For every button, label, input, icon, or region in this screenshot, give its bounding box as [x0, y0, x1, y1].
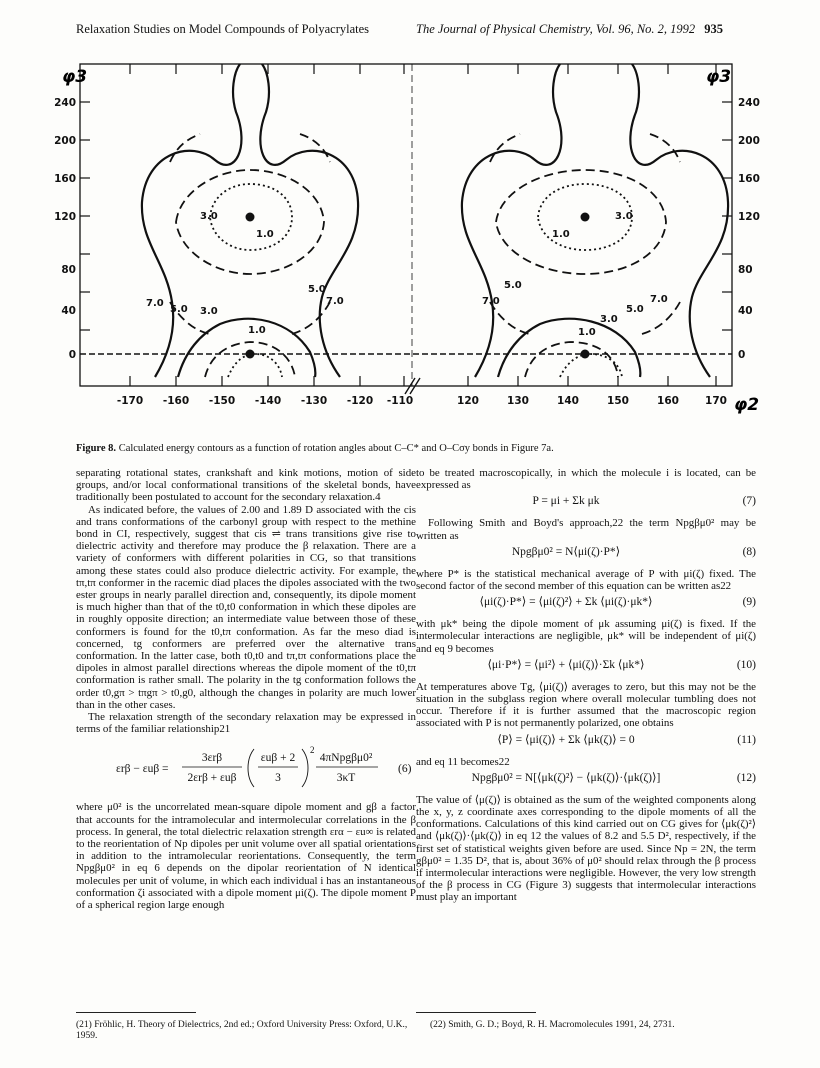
x-tick-170: 170	[705, 395, 727, 407]
left-dashed-contours	[170, 134, 330, 377]
eq10-body: ⟨μi·P*⟩ = ⟨μi²⟩ + ⟨μi(ζ)⟩·Σk ⟨μk*⟩	[487, 658, 645, 671]
y-tick-80-right: 80	[738, 264, 753, 276]
left-paragraph-3: The relaxation strength of the secondary relaxation may be expressed in terms of the familiar relationship21	[76, 711, 416, 736]
left-paragraph-4: where μ0² is the uncorrelated mean-square dipole moment and gβ a factor that accounts for the intramolecular and intermolecular correlations in the β process. In general, the total dielectric relaxation strength εrα − εu∞ is related to the reorientation of Np dipoles per unit volume over all spatial orientations in addition to the intramolecular reorientations. Consequently, the term Npgβμ0² in eq 6 depends on the dipolar reorientation of N identical molecules per unit of volume, in which each individual i has an instantaneous conformation ζi associated with a dipole moment μi(ζ). The dipole moment P of a spherical region large enough	[76, 801, 416, 912]
contour-labels	[146, 211, 668, 338]
x-tick--150: -150	[208, 395, 236, 407]
right-paragraph-3: where P* is the statistical mechanical average of P with μi(ζ) fixed. The second factor of the second member of this equation can be written as22	[416, 567, 756, 593]
running-header-title: Relaxation Studies on Model Compounds of Polyacrylates	[76, 22, 370, 36]
eq11-number: (11)	[737, 733, 756, 746]
eq9-number: (9)	[742, 596, 756, 609]
equation-6	[76, 735, 416, 801]
figure-caption	[76, 443, 756, 454]
footnote-21: (21) Fröhlic, H. Theory of Dielectrics, 2nd ed.; Oxford University Press: Oxford, U.K., 1959.	[76, 1020, 408, 1041]
right-paragraph-4: with μk* being the dipole moment of μk assuming μi(ζ) is fixed. If the intermolecular interactions are negligible, μk* will be independent of μi(ζ) and eq 9 becomes	[416, 618, 756, 655]
contour-label-1: 1.0	[256, 229, 274, 240]
right-paragraph-2: Following Smith and Boyd's approach,22 the term Npgβμ0² may be written as	[416, 517, 756, 542]
y-tick-0-right: 0	[738, 349, 746, 361]
y-tick-200-right: 200	[738, 135, 760, 147]
equation-7	[416, 491, 756, 517]
footnote-rule-right	[416, 1012, 536, 1013]
minimum-left-lower	[246, 350, 255, 359]
x-tick-140: 140	[557, 395, 579, 407]
y-tick-0-left: 0	[68, 349, 76, 361]
contour-label-5: 5.0	[170, 304, 188, 315]
y-tick-160-left: 160	[54, 173, 76, 185]
minimum-right-upper	[581, 213, 590, 222]
x-tick-150: 150	[607, 395, 629, 407]
y-axis-symbol-left: φ3	[62, 67, 88, 87]
equation-9	[416, 592, 756, 618]
left-paragraph-2: As indicated before, the values of 2.00 and 1.89 D associated with the cis and trans conformations of the carbonyl group with respect to the methine bond in CI, respectively, suggest that cis ⇌ trans transitions give rise to dielectric activity and therefore may produce the β relaxation. There are a variety of conformers with different polarities in CG, so that transitions among these states could also produce dielectric activity. For example, the tπ,tπ conformer in the racemic diad places the dipoles associated with the two ester groups in nearly parallel direction and, consequently, its dipole moment is much higher than that of the t0,t0 conformation in which these dipoles are in roughly opposite direction; an intermediate value between those of these conformers is found for the t0,tπ conformation. As far the meso diad is concerned, tg conformers are preferred over the alternative trans conformation. In the latter case, both t0,t0 and tπ,tπ conformations place the dipoles in almost parallel directions whereas the dipole moment of the t0,tπ conformation is rather small. The polarity in the tg conformation follows the order t0,gπ > tπgπ > t0,g0, although the changes in polarity are much lower than in the other cases.	[76, 503, 416, 711]
y-axis-symbol-right: φ3	[706, 67, 732, 87]
y-tick-120-right: 120	[738, 211, 760, 223]
x-tick--130: -130	[300, 395, 328, 407]
x-tick--160: -160	[162, 395, 190, 407]
contour-label-5b: 5.0	[308, 284, 326, 295]
x-tick--110: -110	[386, 395, 414, 407]
contour-label-3: 3.0	[200, 211, 218, 222]
eq7-number: (7)	[742, 495, 756, 508]
eq11-body: ⟨P⟩ = ⟨μi(ζ)⟩ + Σk ⟨μk(ζ)⟩ = 0	[497, 733, 635, 746]
eq12-number: (12)	[736, 771, 756, 784]
y-tick-labels-left	[54, 97, 76, 361]
eq6-frac1-den: 2εrβ + εuβ	[187, 772, 237, 785]
y-tick-240-right: 240	[738, 97, 760, 109]
eq7-body: P = μi + Σk μk	[532, 495, 600, 508]
x-axis-symbol: φ2	[734, 395, 760, 415]
caption-label: Figure 8.	[76, 443, 117, 454]
eq6-number: (6)	[398, 763, 412, 776]
contour-label-3c: 3.0	[200, 306, 218, 317]
y-tick-40-left: 40	[61, 305, 76, 317]
contour-label-5c: 5.0	[504, 280, 522, 291]
y-tick-200-left: 200	[54, 135, 76, 147]
equation-10	[416, 655, 756, 681]
x-tick--140: -140	[254, 395, 282, 407]
contour-label-3b: 3.0	[615, 211, 633, 222]
right-column	[416, 467, 756, 904]
caption-text: Calculated energy contours as a function of rotation angles about C–C* and O–Cσy bonds in Figure 7a.	[118, 443, 554, 454]
eq10-number: (10)	[736, 658, 756, 671]
footnote-22: (22) Smith, G. D.; Boyd, R. H. Macromolecules 1991, 24, 2731.	[430, 1020, 675, 1030]
minimum-left-upper	[246, 213, 255, 222]
right-paragraph-7: The value of ⟨μ(ζ)⟩ is obtained as the sum of the weighted components along the x, y, z coordinate axes corresponding to the dipole moments of all the conformations. Calculations of this kind carried out on CG gives for ⟨μk(ζ)²⟩ and ⟨μk(ζ)⟩·⟨μk(ζ)⟩ in eq 12 the values of 8.2 and 5.5 D², respectively, if the first set of statistical weights given before are used. Since Np = 2N, the term gβμ0² = 1.35 D², that is, about 36% of μ0² should relax through the β process if intermolecular interactions were negligible. However, the very low strength of the β process in CG (Figure 3) suggests that intermolecular interactions must play an important	[416, 793, 756, 904]
plot-frame	[80, 64, 732, 386]
equation-12	[416, 768, 756, 794]
eq8-body: Npgβμ0² = N⟨μi(ζ)·P*⟩	[511, 545, 621, 558]
x-tick--120: -120	[346, 395, 374, 407]
left-column	[76, 467, 416, 911]
minimum-right-lower	[581, 350, 590, 359]
right-paragraph-5: At temperatures above Tg, ⟨μi(ζ)⟩ averages to zero, but this may not be the situation in the subglass region where overall molecular tumbling does not occur. Therefore if it is further assumed that the macroscopic region associated with P is not permanently polarized, one obtains	[416, 680, 756, 730]
equation-11	[416, 730, 756, 756]
contour-label-7d: 7.0	[650, 294, 668, 305]
left-paragraph-1: separating rotational states, crankshaft and kink motions, motion of side groups, and/or local conformational transitions of the skeletal bonds, have traditionally been postulated to account for the secondary relaxation.4	[76, 467, 416, 504]
contour-label-1d: 1.0	[578, 327, 596, 338]
eq8-number: (8)	[742, 545, 756, 558]
contour-label-3d: 3.0	[600, 314, 618, 325]
contour-label-5d: 5.0	[626, 304, 644, 315]
eq6-frac1-num: 3εrβ	[201, 752, 223, 765]
svg-text:2: 2	[310, 745, 315, 756]
y-tick-240-left: 240	[54, 97, 76, 109]
contour-label-7c: 7.0	[482, 296, 500, 307]
x-tick-marks	[130, 64, 716, 386]
x-tick-labels	[117, 395, 727, 407]
y-tick-labels-right	[738, 97, 760, 361]
y-tick-40-right: 40	[738, 305, 753, 317]
eq6-frac2-den: 3	[275, 772, 281, 785]
eq6-lhs: εrβ − εuβ =	[116, 763, 169, 776]
running-header-journal	[416, 22, 723, 37]
right-paragraph-6: and eq 11 becomes22	[416, 755, 510, 768]
right-paragraph-1: to be treated macroscopically, in which the molecule i is located, can be expressed as	[416, 467, 756, 492]
figure-8-contour-plot	[54, 52, 760, 424]
eq12-body: Npgβμ0² = N[⟨μk(ζ)²⟩ − ⟨μk(ζ)⟩·⟨μk(ζ)⟩]	[471, 771, 661, 784]
contour-label-1b: 1.0	[552, 229, 570, 240]
x-tick-160: 160	[657, 395, 679, 407]
contour-label-7: 7.0	[146, 298, 164, 309]
eq6-frac3-num: 4πNpgβμ0²	[319, 752, 373, 765]
eq6-frac3-den: 3κT	[336, 772, 356, 785]
footnote-rule-left	[76, 1012, 196, 1013]
x-tick--170: -170	[116, 395, 144, 407]
y-tick-160-right: 160	[738, 173, 760, 185]
eq9-body: ⟨μi(ζ)·P*⟩ = ⟨μi(ζ)²⟩ + Σk ⟨μi(ζ)·μk*⟩	[479, 596, 653, 609]
contour-label-1c: 1.0	[248, 325, 266, 336]
x-tick-130: 130	[507, 395, 529, 407]
equation-8	[416, 542, 756, 568]
contour-label-7b: 7.0	[326, 296, 344, 307]
y-tick-120-left: 120	[54, 211, 76, 223]
journal-citation: The Journal of Physical Chemistry, Vol. 96, No. 2, 1992	[416, 22, 696, 36]
y-tick-80-left: 80	[61, 264, 76, 276]
eq6-frac2-num: εuβ + 2	[260, 752, 296, 765]
page-number: 935	[704, 22, 724, 36]
x-tick-120: 120	[457, 395, 479, 407]
